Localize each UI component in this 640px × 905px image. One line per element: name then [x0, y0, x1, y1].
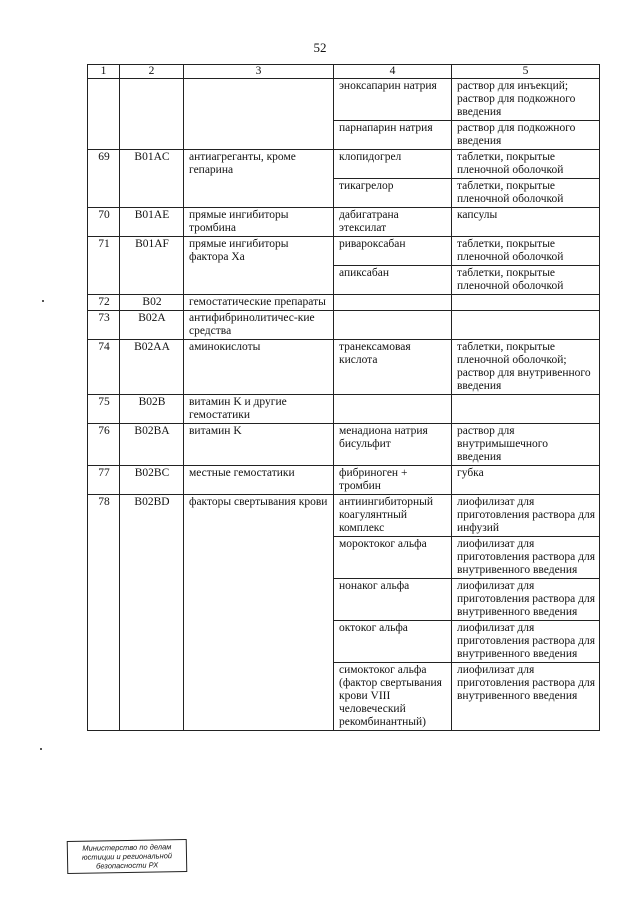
cell-atc-code: B02BD [120, 495, 184, 731]
cell-dosage-form: таблетки, покрытые пленочной оболочкой; раствор для внутривенного введения [452, 340, 600, 395]
cell-drug-name: транексамовая кислота [334, 340, 452, 395]
table-row [88, 424, 600, 466]
cell-atc-code: B01AF [120, 237, 184, 295]
cell-atc-code: B02B [120, 395, 184, 424]
cell-number: 71 [88, 237, 120, 295]
cell-dosage-form: таблетки, покрытые пленочной оболочкой [452, 266, 600, 295]
cell-dosage-form: раствор для внутримышечного введения [452, 424, 600, 466]
cell-drug-name: антиингибиторный коагулянтный комплекс [334, 495, 452, 537]
cell-atc-code: B02BA [120, 424, 184, 466]
cell-dosage-form: губка [452, 466, 600, 495]
cell-drug-name: симоктоког альфа (фактор свертывания крови VIII человеческий рекомбинантный) [334, 663, 452, 731]
cell-dosage-form [452, 311, 600, 340]
cell-drug-name: октоког альфа [334, 621, 452, 663]
cell-atc-code: B01AE [120, 208, 184, 237]
cell-atc-code [120, 79, 184, 150]
column-header: 4 [334, 65, 452, 79]
cell-group-name: аминокислоты [184, 340, 334, 395]
cell-drug-name: клопидогрел [334, 150, 452, 179]
cell-atc-code: B02A [120, 311, 184, 340]
cell-dosage-form: лиофилизат для приготовления раствора для внутривенного введения [452, 621, 600, 663]
cell-dosage-form: таблетки, покрытые пленочной оболочкой [452, 179, 600, 208]
cell-dosage-form: лиофилизат для приготовления раствора для внутривенного введения [452, 579, 600, 621]
cell-drug-name [334, 395, 452, 424]
drug-table [87, 64, 600, 731]
cell-number: 74 [88, 340, 120, 395]
column-header: 2 [120, 65, 184, 79]
cell-dosage-form [452, 395, 600, 424]
cell-group-name: антифибринолитичес-кие средства [184, 311, 334, 340]
table-row [88, 340, 600, 395]
cell-group-name: факторы свертывания крови [184, 495, 334, 731]
cell-atc-code: B01AC [120, 150, 184, 208]
table-row [88, 311, 600, 340]
cell-number: 73 [88, 311, 120, 340]
cell-drug-name [334, 311, 452, 340]
cell-number: 75 [88, 395, 120, 424]
cell-dosage-form [452, 295, 600, 311]
stamp-line: юстиции и региональной [81, 851, 173, 862]
cell-dosage-form: лиофилизат для приготовления раствора для внутривенного введения [452, 537, 600, 579]
cell-dosage-form: таблетки, покрытые пленочной оболочкой [452, 150, 600, 179]
cell-number: 77 [88, 466, 120, 495]
cell-drug-name: фибриноген + тромбин [334, 466, 452, 495]
stamp-line: безопасности РХ [96, 860, 159, 871]
cell-drug-name: ривароксабан [334, 237, 452, 266]
table-row [88, 79, 600, 121]
cell-number: 78 [88, 495, 120, 731]
table-row [88, 295, 600, 311]
cell-dosage-form: раствор для инъекций; раствор для подкожного введения [452, 79, 600, 121]
cell-drug-name: апиксабан [334, 266, 452, 295]
cell-group-name: прямые ингибиторы тромбина [184, 208, 334, 237]
cell-number: 69 [88, 150, 120, 208]
table-row [88, 208, 600, 237]
stamp-line: Министерство по делам [82, 842, 172, 853]
cell-dosage-form: лиофилизат для приготовления раствора для внутривенного введения [452, 663, 600, 731]
table-row [88, 495, 600, 537]
cell-atc-code: B02 [120, 295, 184, 311]
column-header: 5 [452, 65, 600, 79]
cell-group-name: местные гемостатики [184, 466, 334, 495]
cell-dosage-form: таблетки, покрытые пленочной оболочкой [452, 237, 600, 266]
cell-group-name: прямые ингибиторы фактора Xa [184, 237, 334, 295]
table-body [88, 79, 600, 731]
cell-drug-name: дабигатрана этексилат [334, 208, 452, 237]
cell-dosage-form: лиофилизат для приготовления раствора для инфузий [452, 495, 600, 537]
scan-speck [42, 300, 44, 302]
cell-drug-name: менадиона натрия бисульфит [334, 424, 452, 466]
cell-dosage-form: капсулы [452, 208, 600, 237]
table-header-row [88, 65, 600, 79]
cell-group-name: витамин K [184, 424, 334, 466]
cell-atc-code: B02BC [120, 466, 184, 495]
cell-drug-name: нонаког альфа [334, 579, 452, 621]
cell-number: 72 [88, 295, 120, 311]
table-row [88, 466, 600, 495]
table-row [88, 237, 600, 266]
table-row [88, 395, 600, 424]
ministry-stamp [67, 839, 188, 874]
column-header: 1 [88, 65, 120, 79]
table-row [88, 150, 600, 179]
cell-drug-name: мороктоког альфа [334, 537, 452, 579]
cell-drug-name: эноксапарин натрия [334, 79, 452, 121]
cell-atc-code: B02AA [120, 340, 184, 395]
cell-group-name: витамин K и другие гемостатики [184, 395, 334, 424]
cell-group-name: гемостатические препараты [184, 295, 334, 311]
column-header: 3 [184, 65, 334, 79]
cell-group-name: антиагреганты, кроме гепарина [184, 150, 334, 208]
cell-number: 76 [88, 424, 120, 466]
cell-dosage-form: раствор для подкожного введения [452, 121, 600, 150]
cell-number [88, 79, 120, 150]
page-number: 52 [313, 40, 327, 55]
cell-drug-name: тикагрелор [334, 179, 452, 208]
cell-drug-name [334, 295, 452, 311]
cell-drug-name: парнапарин натрия [334, 121, 452, 150]
cell-group-name [184, 79, 334, 150]
scan-speck [40, 748, 42, 750]
cell-number: 70 [88, 208, 120, 237]
